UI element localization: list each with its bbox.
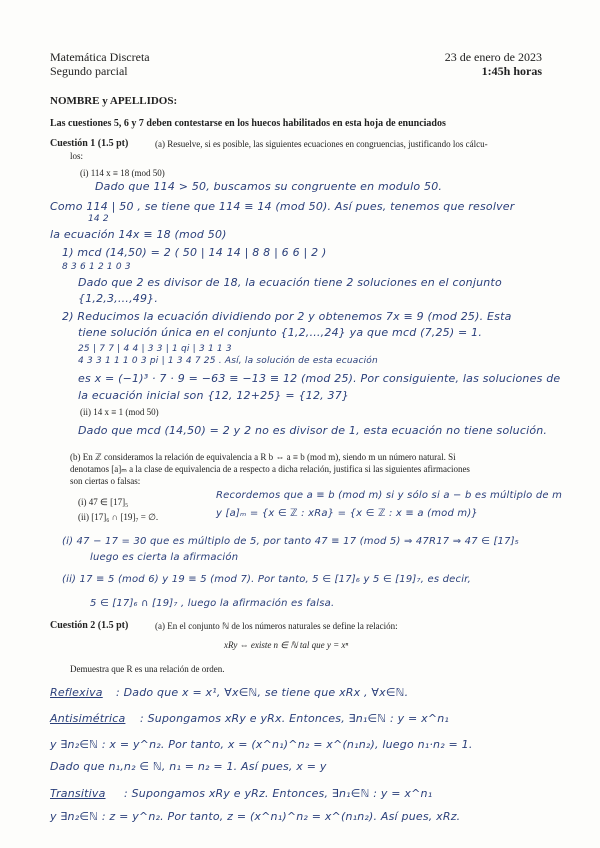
q2-relation: xRy ⇔ existe n ∈ ℕ tal que y = xⁿ [224,640,349,650]
q1-b-recall-1: Recordemos que a ≡ b (mod m) si y sólo si a − b es múltiplo de m [216,490,563,501]
exam-time: 1:45h horas [481,64,542,78]
q1-a-intro-1: (a) Resuelve, si es posible, las siguientes ecuaciones en congruencias, justificando los cálcu- [155,139,488,149]
q1-i-line-10: tiene solución única en el conjunto {1,2,…,24} ya que mcd (7,25) = 1. [78,326,483,339]
name-label: NOMBRE y APELLIDOS: [50,95,178,107]
q2-antisym-title: Antisimétrica [50,712,126,725]
q2-prove: Demuestra que R es una relación de orden. [70,664,225,674]
q2-reflexive-title: Reflexiva [50,686,103,699]
q2-antisym-1: : Supongamos xRy e yRx. Entonces, ∃n₁∈ℕ : y = x^n₁ [140,712,450,725]
q1-b-i: (i) 47 ∈ [17]₅ [78,497,129,507]
q1-i-line-11: 25 | 7 7 | 4 4 | 3 3 | 1 qi | 3 1 1 3 [78,344,232,354]
q1-i-line-13: es x = (−1)³ · 7 · 9 = −63 ≡ −13 ≡ 12 (mod 25). Por consiguiente, las soluciones de [78,372,561,385]
q1-i-line-2: Como 114 | 50 , se tiene que 114 ≡ 14 (mod 50). Así pues, tenemos que resolver [50,200,515,213]
q1-b-answer-ii-2: 5 ∈ [17]₆ ∩ [19]₇ , luego la afirmación es falsa. [90,598,335,609]
exam-name: Segundo parcial [50,64,128,78]
q1-i-line-9: 2) Reducimos la ecuación dividiendo por 2 y obtenemos 7x ≡ 9 (mod 25). Esta [62,310,512,323]
exam-date: 23 de enero de 2023 [444,50,542,64]
q2-transitive-title: Transitiva [50,787,106,800]
q1-i-line-4: la ecuación 14x ≡ 18 (mod 50) [50,228,227,241]
q1-b-ii: (ii) [17]₆ ∩ [19]₇ = ∅. [78,512,159,522]
q1-b-recall-2: y [a]ₘ = {x ∈ ℤ : xRa} = {x ∈ ℤ : x ≡ a (mod m)} [216,508,478,519]
q1-ii-answer: Dado que mcd (14,50) = 2 y 2 no es divisor de 1, esta ecuación no tiene solución. [78,424,548,437]
q1-i-line-6: 8 3 6 1 2 1 0 3 [62,262,131,272]
q1-title: Cuestión 1 (1.5 pt) [50,138,129,149]
q1-i-line-1: Dado que 114 > 50, buscamos su congruente en modulo 50. [95,180,443,193]
q1-i-label: (i) 114 x ≡ 18 (mod 50) [80,168,165,178]
q1-b-text-2: denotamos [a]ₘ a la clase de equivalencia de a respecto a dicha relación, justifica si las siguientes afirmaciones [70,464,470,474]
q2-transitive-2: y ∃n₂∈ℕ : z = y^n₂. Por tanto, z = (x^n₁)^n₂ = x^(n₁n₂). Así pues, xRz. [50,810,461,823]
q1-i-line-8: {1,2,3,…,49}. [78,292,159,305]
q1-i-line-5: 1) mcd (14,50) = 2 ( 50 | 14 14 | 8 8 | 6 6 | 2 ) [62,246,327,259]
q2-transitive-1: : Supongamos xRy e yRz. Entonces, ∃n₁∈ℕ : y = x^n₁ [124,787,433,800]
q2-title: Cuestión 2 (1.5 pt) [50,620,129,631]
q1-i-line-7: Dado que 2 es divisor de 18, la ecuación tiene 2 soluciones en el conjunto [78,276,502,289]
q1-b-answer-i-2: luego es cierta la afirmación [90,552,239,563]
q2-antisym-3: Dado que n₁,n₂ ∈ ℕ, n₁ = n₂ = 1. Así pues, x = y [50,760,327,773]
course-name: Matemática Discreta [50,50,150,64]
instructions: Las cuestiones 5, 6 y 7 deben contestarse en los huecos habilitados en esta hoja de enunciados [50,118,446,129]
q1-b-text-1: (b) En ℤ consideramos la relación de equivalencia a R b ⇔ a ≡ b (mod m), siendo m un número natural. Si [70,452,456,462]
q1-b-answer-ii-1: (ii) 17 ≡ 5 (mod 6) y 19 ≡ 5 (mod 7). Por tanto, 5 ∈ [17]₆ y 5 ∈ [19]₇, es decir, [62,574,471,585]
q2-a-intro: (a) En el conjunto ℕ de los números naturales se define la relación: [155,621,398,631]
q2-antisym-2: y ∃n₂∈ℕ : x = y^n₂. Por tanto, x = (x^n₁)^n₂ = x^(n₁n₂), luego n₁·n₂ = 1. [50,738,473,751]
q1-i-line-14: la ecuación inicial son {12, 12+25} = {12, 37} [78,389,350,402]
q1-a-intro-2: los: [70,151,84,161]
q1-b-answer-i-1: (i) 47 − 17 = 30 que es múltiplo de 5, por tanto 47 ≡ 17 (mod 5) ⇒ 47R17 ⇒ 47 ∈ [17]₅ [62,536,519,547]
q2-reflexive: : Dado que x = x¹, ∀x∈ℕ, se tiene que xRx , ∀x∈ℕ. [116,686,409,699]
q1-ii-label: (ii) 14 x ≡ 1 (mod 50) [80,407,159,417]
q1-i-line-3: 14 2 [88,214,109,224]
q1-b-text-3: son ciertas o falsas: [70,476,141,486]
q1-i-line-12: 4 3 3 1 1 1 0 3 pi | 1 3 4 7 25 . Así, la solución de esta ecuación [78,356,378,366]
